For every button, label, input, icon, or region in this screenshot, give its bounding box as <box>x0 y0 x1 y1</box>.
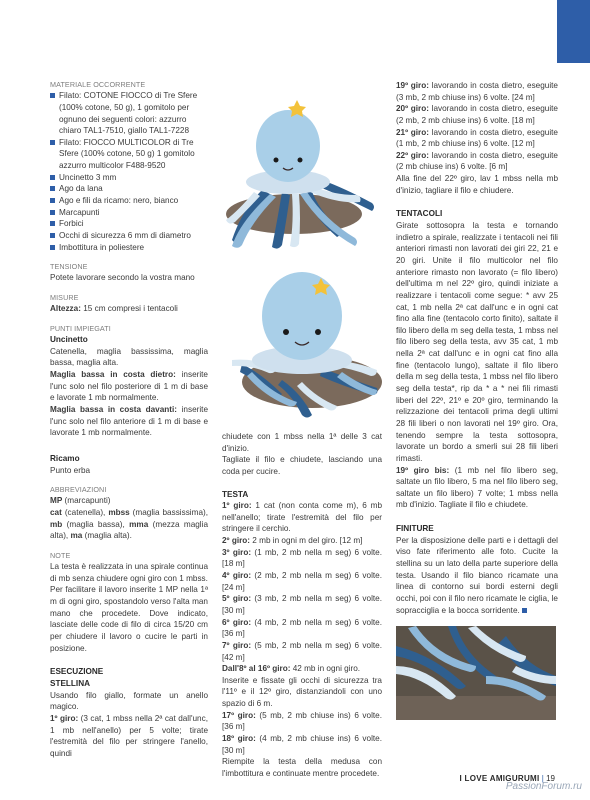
round-text: 1 cat (non conta come m), 6 mb nell'anello; tirate l'estremità del filo per stringere il cerchio. <box>222 501 382 534</box>
notes-section <box>50 551 208 654</box>
stitch-embroidery-heading: Ricamo <box>50 453 80 463</box>
head-section <box>222 489 382 780</box>
materials-heading: MATERIALE OCCORRENTE <box>50 80 146 89</box>
round-text: (4 mb, 2 mb nella m seg) 6 volte. [36 m] <box>222 617 382 639</box>
abbr-mp-label: MP <box>50 496 63 506</box>
tension-text: Potete lavorare secondo la vostra mano <box>50 273 195 283</box>
abbr-def: (maglia bassa), <box>62 519 130 529</box>
head-round <box>222 640 382 663</box>
finishing-text <box>396 535 558 616</box>
stitch-front-loop <box>50 404 208 439</box>
stitch-front-loop-label: Maglia bassa in costa davanti: <box>50 404 178 414</box>
materials-item: Uncinetto 3 mm <box>50 172 208 184</box>
tentacles-photo-image <box>396 626 556 720</box>
materials-item: Filato: COTONE FIOCCO di Tre Sfere (100% cotone, 50 g), 1 gomitolo per ognuno dei seguenti colori: azzurro chiaro TAL1-7510, giallo TAL1-7228 <box>50 90 208 137</box>
abbr-def: (catenella), <box>61 508 109 518</box>
materials-section <box>50 80 208 253</box>
round-label: 1º giro: <box>222 501 252 511</box>
sizes-value: 15 cm compresi i tentacoli <box>80 304 178 314</box>
head-round <box>222 547 382 570</box>
round-text: lavorando in costa dietro, eseguite (1 mb, 2 mb chiuse ins) 6 volte. [12 m] <box>396 127 558 149</box>
stitch-embroidery-text: Punto erba <box>50 465 91 475</box>
end-marker-icon <box>522 608 527 613</box>
abbr-mp <box>50 495 208 507</box>
notes-paragraph: Per facilitare il lavoro inserite 1 MP nella 1ª m di ogni giro, spostandolo verso l'alta man mano che procedete. Dove indicato, lasciate delle code di filo di circa 15/20 cm per chiudere il lavoro o cucire le parti in posizione. <box>50 585 208 653</box>
stuffing-instruction: Riempite la testa della medusa con l'imbottitura e continuate mentre procedete. <box>222 757 382 778</box>
head-heading: TESTA <box>222 489 249 499</box>
star-round-1 <box>50 713 208 760</box>
tentacles-bis-round <box>396 465 558 512</box>
abbr-list <box>50 507 208 542</box>
stitches-section <box>50 324 208 476</box>
stitch-back-loop-text: inserite l'unc solo nel filo posteriore di 1 m di base e lavorate 1 mb normalmente. <box>50 370 208 403</box>
round-label: 20º giro: <box>396 104 429 114</box>
sizes-heading: MISURE <box>50 293 79 303</box>
column-3 <box>396 80 558 720</box>
round-text: (5 mb, 2 mb nella m seg) 6 volte. [42 m] <box>222 640 382 662</box>
stitch-back-loop-label: Maglia bassa in costa dietro: <box>50 370 176 380</box>
round-label: 5º giro: <box>222 594 252 604</box>
stitch-crochet-heading: Uncinetto <box>50 335 88 345</box>
column-1 <box>50 80 208 759</box>
magazine-name: I LOVE AMIGURUMI <box>459 774 540 783</box>
tentacles-heading: TENTACOLI <box>396 209 443 219</box>
round-text: (1 mb nel filo libero seg, saltate un filo libero, 5 ma nel filo libero seg, saltate un filo libero) 7 volte; 1 mbss nella mb d'inizio. Tagliate il filo e chiudete. <box>396 465 558 510</box>
round-label: 7º giro: <box>222 640 252 650</box>
round-text: (5 mb, 2 mb chiuse ins) 6 volte. [36 m] <box>222 710 382 732</box>
round-text: 42 mb in ogni giro. <box>290 664 361 674</box>
head-round <box>396 103 558 126</box>
round-text: (4 mb, 2 mb chiuse ins) 6 volte. [30 m] <box>222 734 382 755</box>
materials-item: Forbici <box>50 218 208 230</box>
photo-tentacles-detail <box>396 626 556 720</box>
abbr-term: ma <box>70 531 83 541</box>
notes-paragraph: La testa è realizzata in una spirale continua di mb senza chiudere ogni giro con 1 mbss. <box>50 562 208 583</box>
column-2 <box>222 80 382 780</box>
round-label: 21º giro: <box>396 127 429 137</box>
round-label: 18º giro: <box>222 734 256 744</box>
finishing-heading: FINITURE <box>396 524 434 534</box>
tension-section <box>50 262 208 284</box>
abbreviations-section <box>50 485 208 542</box>
round-text: (2 mb, 2 mb nella m seg) 6 volte. [24 m] <box>222 571 382 592</box>
materials-list <box>50 90 208 253</box>
abbr-def: (mezza maglia alta), <box>50 519 208 541</box>
photo-jellyfish-front <box>222 264 382 426</box>
sizes-label: Altezza: <box>50 304 81 314</box>
stitches-heading: PUNTI IMPIEGATI <box>50 323 111 333</box>
materials-item: Filato: FIOCCO MULTICOLOR di Tre Sfere (100% cotone, 50 g) 1 gomitolo azzurro multicolor F488-9520 <box>50 137 208 172</box>
star-finish: Tagliate il filo e chiudete, lasciando una coda per cucire. <box>222 455 382 476</box>
round-text: 2 mb in ogni m del giro. [12 m] <box>250 536 363 546</box>
head-round <box>222 617 382 640</box>
head-round <box>222 710 382 733</box>
head-round <box>222 733 382 756</box>
round-text: lavorando in costa dietro, eseguite (2 mb chiuse ins) 6 volte. [6 m] <box>396 150 558 172</box>
eyes-instruction: Inserite e fissate gli occhi di sicurezza tra l'11º e il 12º giro, distanziandoli con uno spazio di 6 m. <box>222 675 382 709</box>
round-label: Dall'8º al 16º giro: <box>222 664 291 674</box>
materials-item: Ago da lana <box>50 183 208 195</box>
star-intro: Usando filo giallo, formate un anello magico. <box>50 690 208 712</box>
tentacles-text: Girate sottosopra la testa e tornando indietro a spirale, realizzate i tentacoli nei fili anteriori rimasti non lavorati dei giri 22, 21 e 20 giri. Unite il filo multicolor nel filo anteriore rimasto non lavorato (= filo libero) dell'ultima m nel 22º giro, quindi iniziate a realizzare i tentacoli come segue: * avv 25 cat, 1 mb nella 2ª cat dall'unc e in ogni cat fino alla fine (tentacolo corto finito), saltate il filo libero della m seg della testa, 1 mbss nel filo libero seg della testa, avv 35 cat, 1 mb nella 2ª cat dall'unc e in ogni cat fino alla fine (tentacolo lungo), saltate il filo libero della m seg della testa, 1 mbss nel filo libero seg della testa*, rip da * a * nei fili rimasti liberi del 22º, 21º e 20º giro, terminando la relizzazione dei tentacoli prima degli ultimi 28 fili liberi o non lavorati nel 19º giro. Ora, tenendo sempre la testa sottosopra, lavorate un bordo a smerli sui 28 fili liberi rimasti. <box>396 221 558 463</box>
round-label: 22º giro: <box>396 150 429 160</box>
watermark: PassionForum.ru <box>505 781 582 792</box>
round-label: 1º giro: <box>50 713 79 723</box>
round-text: (1 mb, 2 mb nella m seg) 6 volte. [18 m] <box>222 547 382 569</box>
materials-item: Imbottitura in poliestere <box>50 242 208 254</box>
abbr-term: cat <box>50 508 62 518</box>
abbr-term: mbss <box>108 508 130 518</box>
head-round <box>396 80 558 103</box>
head-round <box>222 593 382 616</box>
round-text: lavorando in costa dietro, eseguite (2 mb, 2 mb chiuse ins) 6 volte. [18 m] <box>396 104 558 125</box>
head-round <box>222 535 382 547</box>
round-text: (3 mb, 2 mb nella m seg) 6 volte. [30 m] <box>222 594 382 615</box>
stitch-back-loop <box>50 369 208 404</box>
notes-heading: NOTE <box>50 550 71 560</box>
stitch-front-loop-text: inserite l'unc solo nel filo anteriore di 1 m di base e lavorate 1 mb normalmente. <box>50 404 208 438</box>
abbr-def: (maglia bassissima), <box>129 508 208 518</box>
abbr-term: mma <box>129 519 149 529</box>
abbr-mp-text: (marcapunti) <box>62 496 111 506</box>
materials-item: Ago e fili da ricamo: nero, bianco <box>50 195 208 207</box>
jellyfish-photo-1-image <box>222 80 382 258</box>
finishing-body: Per la disposizione delle parti e i dettagli del viso fate riferimento alle foto. Cucite la stellina su un lato della parte superiore della testa. Usando il filo bianco ricamate una linea di contorno sui bordi esterni degli occhi, poi con il filo nero ricamate le ciglia, le sopracciglia e la bocca sorridente. <box>396 535 558 615</box>
tentacles-section <box>396 208 558 511</box>
star-heading: STELLINA <box>50 678 91 688</box>
materials-item: Marcapunti <box>50 207 208 219</box>
head-round <box>222 500 382 535</box>
head-finish: Alla fine del 22º giro, lav 1 mbss nella mb d'inizio, tagliare il filo e chiudere. <box>396 174 558 195</box>
star-continuation: chiudete con 1 mbss nella 1ª delle 3 cat d'inizio. <box>222 432 382 453</box>
abbreviations-heading: ABBREVIAZIONI <box>50 485 107 495</box>
execution-section <box>50 666 208 759</box>
head-round <box>222 663 382 675</box>
round-label: 19º giro bis: <box>396 465 450 475</box>
round-label: 3º giro: <box>222 547 252 557</box>
finishing-section <box>396 523 558 616</box>
page-number: 19 <box>546 774 555 783</box>
round-text: (3 cat, 1 mbss nella 2ª cat dall'unc, 1 mb nell'anello) per 5 volte; tirate l'estremità del filo per stringere l'anello, quindi <box>50 713 208 758</box>
tension-heading: TENSIONE <box>50 262 88 272</box>
round-text: lavorando in costa dietro, eseguite (3 mb, 2 mb chiuse ins) 6 volte. [24 m] <box>396 81 558 102</box>
head-round <box>396 150 558 173</box>
jellyfish-photo-2-image <box>222 264 382 426</box>
round-label: 19º giro: <box>396 81 429 90</box>
sizes-text <box>50 303 208 315</box>
round-label: 4º giro: <box>222 571 252 581</box>
execution-heading: ESECUZIONE <box>50 667 104 677</box>
abbr-term: mb <box>50 519 63 529</box>
page-footer: I LOVE AMIGURUMI | 19 <box>459 774 555 783</box>
round-label: 6º giro: <box>222 617 252 627</box>
head-round <box>396 127 558 150</box>
photo-jellyfish-side <box>222 80 382 258</box>
round-label: 2º giro: <box>222 536 251 546</box>
head-round <box>222 570 382 593</box>
abbr-def: (maglia alta). <box>82 531 132 541</box>
page-corner-tab <box>557 0 590 63</box>
sizes-section <box>50 293 208 315</box>
materials-item: Occhi di sicurezza 6 mm di diametro <box>50 230 208 242</box>
stitch-crochet-text: Catenella, maglia bassissima, maglia bassa, maglia alta. <box>50 346 208 368</box>
round-label: 17º giro: <box>222 710 256 720</box>
